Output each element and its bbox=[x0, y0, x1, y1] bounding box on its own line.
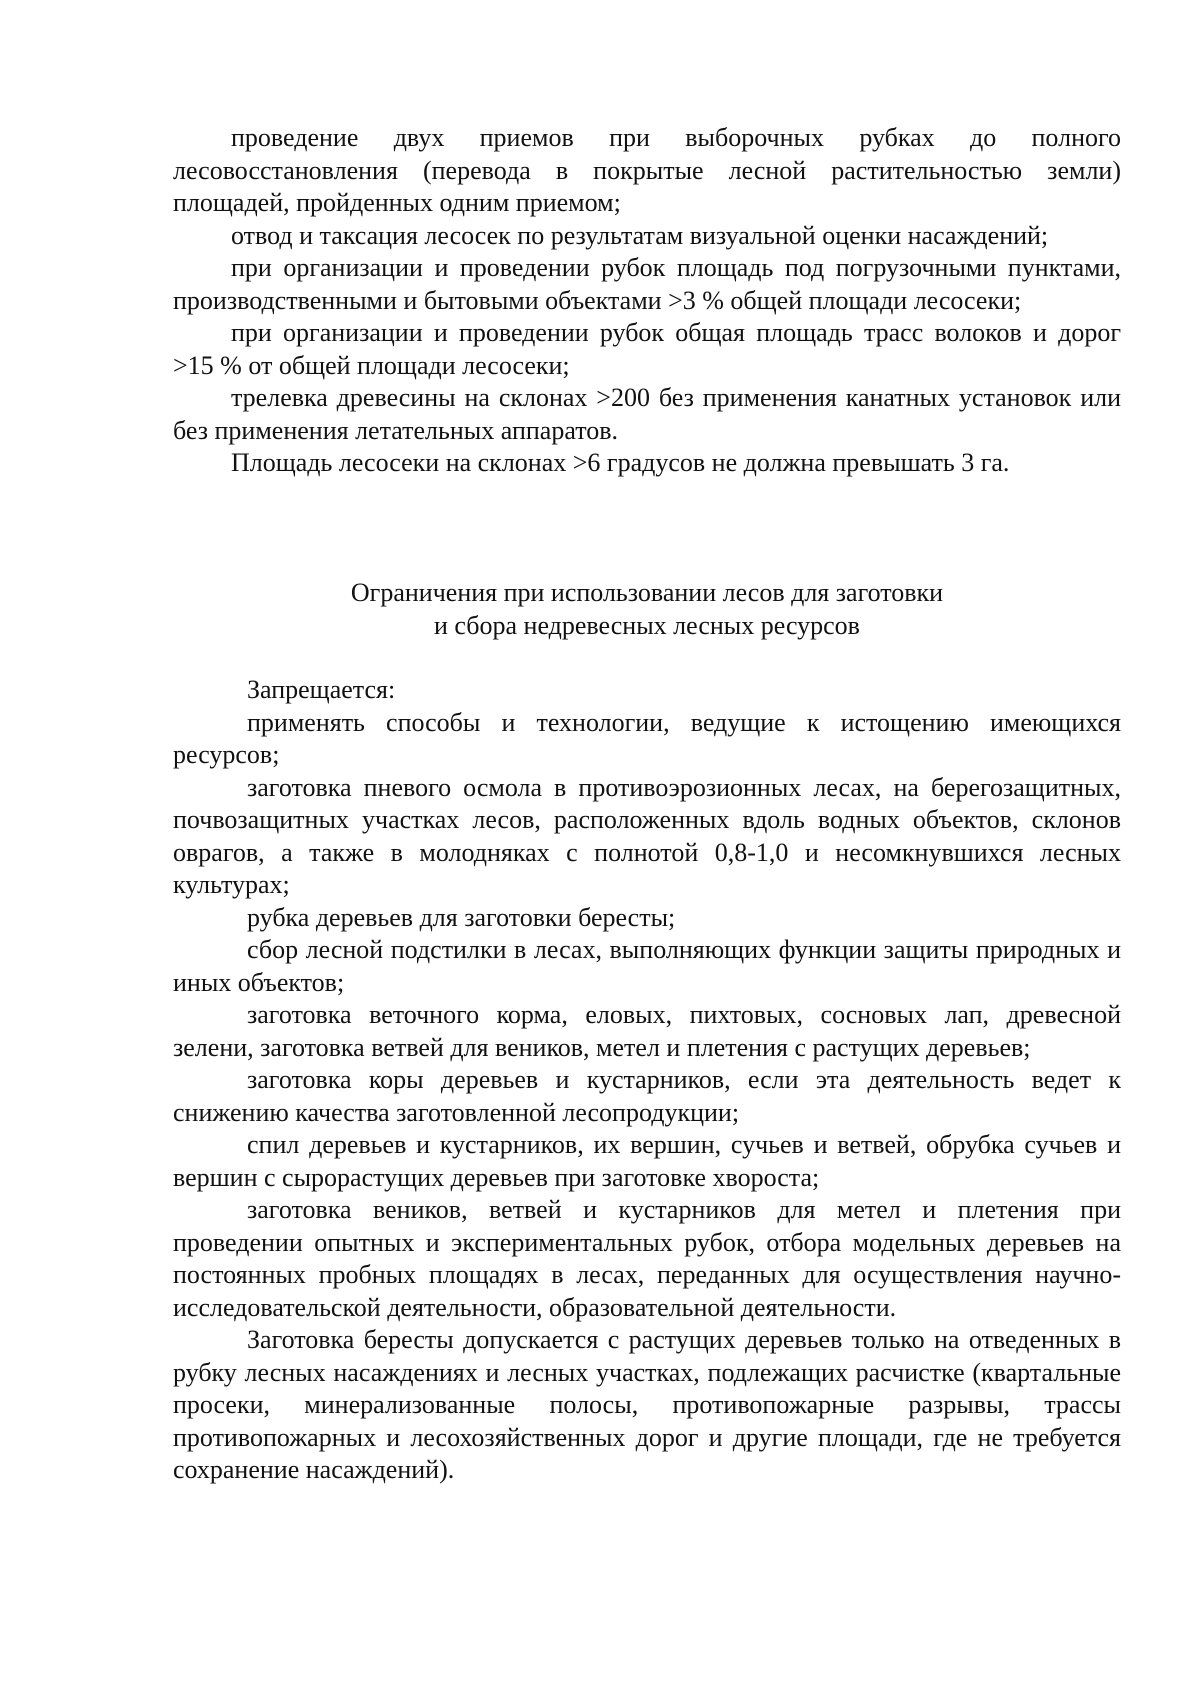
list-item: спил деревьев и кустарников, их вершин, сучьев и ветвей, обрубка сучьев и вершин с сырорастущих деревьев при заготовке хвороста; bbox=[173, 1130, 1121, 1192]
paragraph: проведение двух приемов при выборочных рубках до полного лесовосстановления (перевода в покрытые лесной растительностью земли) площадей, пройденных одним приемом; bbox=[173, 123, 1121, 217]
closing-paragraph: Заготовка бересты допускается с растущих деревьев только на отведенных в рубку лесных насаждениях и лесных участках, подлежащих расчистке (квартальные просеки, минерализованные полосы, противопожарные разрывы, трассы противопожарных и лесохозяйственных дорог и другие площади, где не требуется сохранение насаждений). bbox=[173, 1325, 1121, 1484]
restrictions-list-non-timber bbox=[173, 674, 1121, 1487]
paragraph: при организации и проведении рубок общая площадь трасс волоков и дорог >15 % от общей площади лесосеки; bbox=[173, 318, 1121, 380]
heading-line: и сбора недревесных лесных ресурсов bbox=[434, 610, 860, 640]
list-item: сбор лесной подстилки в лесах, выполняющих функции защиты природных и иных объектов; bbox=[173, 935, 1121, 997]
list-item: заготовка пневого осмола в противоэрозионных лесах, на берегозащитных, почвозащитных участках лесов, расположенных вдоль водных объектов, склонов оврагов, а также в молодняках с полнотой 0,8-1,0 и несомкнувшихся лесных культурах; bbox=[173, 772, 1121, 899]
list-item: заготовка коры деревьев и кустарников, если эта деятельность ведет к снижению качества заготовленной лесопродукции; bbox=[173, 1065, 1121, 1127]
list-item: рубка деревьев для заготовки бересты; bbox=[247, 902, 676, 932]
paragraph: Площадь лесосеки на склонах >6 градусов не должна превышать 3 га. bbox=[231, 448, 1010, 477]
list-item: заготовка веточного корма, еловых, пихтовых, сосновых лап, древесной зелени, заготовка ветвей для веников, метел и плетения с растущих деревьев; bbox=[173, 1000, 1121, 1062]
intro-text: Запрещается: bbox=[247, 675, 396, 704]
section-heading bbox=[173, 577, 1121, 642]
list-item: применять способы и технологии, ведущие к истощению имеющихся ресурсов; bbox=[173, 707, 1121, 769]
list-item: заготовка веников, ветвей и кустарников для метел и плетения при проведении опытных и экспериментальных рубок, отбора модельных деревьев на постоянных пробных площадях в лесах, переданных для осуществления научно-исследовательской деятельности, образовательной деятельности. bbox=[173, 1195, 1121, 1322]
paragraph: отвод и таксация лесосек по результатам визуальной оценки насаждений; bbox=[231, 220, 1049, 250]
heading-line: Ограничения при использовании лесов для заготовки bbox=[350, 578, 944, 607]
paragraph: трелевка древесины на склонах >200 без применения канатных установок или без применения летательных аппаратов. bbox=[173, 383, 1121, 445]
paragraph: при организации и проведении рубок площадь под погрузочными пунктами, производственными и бытовыми объектами >3 % общей площади лесосеки; bbox=[173, 253, 1121, 315]
restrictions-list-logging bbox=[173, 122, 1121, 480]
